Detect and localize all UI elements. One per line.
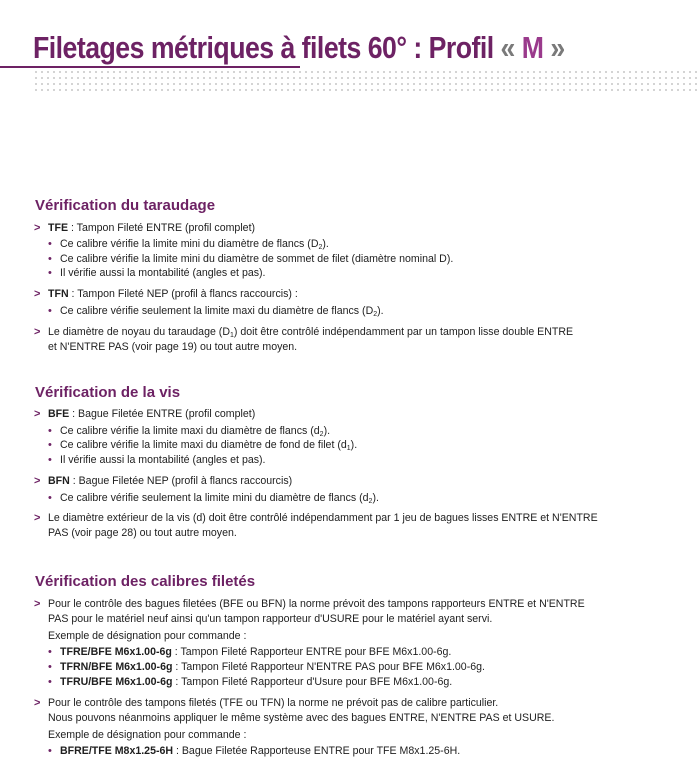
tfn-bullet-1	[60, 304, 384, 322]
ext-line-2: PAS (voir page 28) ou tout autre moyen.	[48, 527, 237, 539]
section-heading-calibres: Vérification des calibres filetés	[35, 573, 256, 590]
text: ).	[377, 305, 384, 317]
subscript: 2	[319, 431, 324, 438]
tfe-bullet-3: Il vérifie aussi la montabilité (angles et pas).	[60, 267, 266, 279]
dot-pattern-band	[33, 69, 697, 95]
title-close-quote: »	[543, 30, 565, 65]
chevron-icon: >	[34, 288, 41, 300]
subscript: 1	[346, 445, 351, 452]
chevron-icon: >	[34, 326, 41, 338]
subscript: 1	[229, 332, 234, 339]
example-label: Exemple de désignation pour commande :	[48, 630, 247, 642]
title-underline	[0, 66, 300, 68]
bullet-icon: •	[48, 661, 52, 673]
text: Le diamètre de noyau du taraudage (D	[48, 326, 230, 338]
subscript: 2	[318, 244, 323, 251]
example-1-desc: : Tampon Fileté Rapporteur ENTRE pour BFE M6x1.00-6g.	[171, 646, 452, 658]
page-header	[0, 0, 700, 80]
tfe-description: : Tampon Fileté ENTRE (profil complet)	[68, 222, 256, 234]
bullet-icon: •	[48, 646, 52, 658]
text: Ce calibre vérifie la limite mini du diamètre de flancs (D	[60, 238, 319, 250]
bfn-description: : Bague Filetée NEP (profil à flancs raccourcis)	[69, 475, 293, 487]
bullet-icon: •	[48, 492, 52, 504]
example-4-desc: : Bague Filetée Rapporteuse ENTRE pour TFE M8x1.25-6H.	[173, 745, 461, 757]
calibres-p2-line-2: Nous pouvons néanmoins appliquer le même système avec des bagues ENTRE, N'ENTRE PAS et USURE.	[48, 712, 555, 724]
bullet-icon: •	[48, 676, 52, 688]
tfn-line	[48, 287, 298, 301]
section-heading-vis: Vérification de la vis	[35, 384, 181, 401]
ext-line-1: Le diamètre extérieur de la vis (d) doit être contrôlé indépendamment par 1 jeu de bagues lisses ENTRE et N'ENTRE	[48, 512, 598, 524]
noyau-line-2: et N'ENTRE PAS (voir page 19) ou tout autre moyen.	[48, 341, 298, 353]
bullet-icon: •	[48, 439, 52, 451]
example-1-code: TFRE/BFE M6x1.00-6g	[60, 646, 172, 658]
text: ) doit être contrôlé indépendamment par un tampon lisse double ENTRE	[233, 326, 574, 338]
tfn-description: : Tampon Fileté NEP (profil à flancs raccourcis) :	[68, 288, 298, 300]
example-4	[60, 744, 460, 758]
bfn-line	[48, 474, 292, 488]
text: ).	[323, 425, 331, 437]
text: ).	[350, 439, 358, 451]
text: Ce calibre vérifie la limite maxi du diamètre de fond de filet (d	[60, 439, 347, 451]
chevron-icon: >	[34, 222, 41, 234]
section-heading-taraudage: Vérification du taraudage	[35, 197, 216, 214]
tfe-line	[48, 221, 255, 235]
subscript: 2	[373, 311, 378, 318]
chevron-icon: >	[34, 598, 41, 610]
example-label-2: Exemple de désignation pour commande :	[48, 729, 247, 741]
bullet-icon: •	[48, 238, 52, 250]
tfe-bullet-2: Ce calibre vérifie la limite mini du diamètre de sommet de filet (diamètre nominal D).	[60, 253, 454, 265]
bullet-icon: •	[48, 454, 52, 466]
text: Ce calibre vérifie seulement la limite maxi du diamètre de flancs (D	[60, 305, 374, 317]
text: Ce calibre vérifie la limite maxi du diamètre de flancs (d	[60, 425, 320, 437]
calibres-p1-line-2: PAS pour le matériel neuf ainsi qu'un tampon rapporteur d'USURE pour le matériel ayant servi.	[48, 613, 493, 625]
bfn-bullet-1	[60, 491, 379, 509]
subscript: 2	[368, 498, 373, 505]
example-3-desc: : Tampon Fileté Rapporteur d'Usure pour BFE M6x1.00-6g.	[172, 676, 453, 688]
example-1	[60, 645, 451, 659]
tfn-code: TFN	[48, 288, 69, 300]
example-2-code: TFRN/BFE M6x1.00-6g	[60, 661, 173, 673]
text: Ce calibre vérifie seulement la limite mini du diamètre de flancs (d	[60, 492, 369, 504]
bfe-bullet-3: Il vérifie aussi la montabilité (angles et pas).	[60, 454, 266, 466]
bullet-icon: •	[48, 253, 52, 265]
title-open-quote: «	[500, 30, 522, 65]
bullet-icon: •	[48, 425, 52, 437]
example-2-desc: : Tampon Fileté Rapporteur N'ENTRE PAS pour BFE M6x1.00-6g.	[172, 661, 485, 673]
example-3-code: TFRU/BFE M6x1.00-6g	[60, 676, 173, 688]
bfn-code: BFN	[48, 475, 70, 487]
example-2	[60, 660, 485, 674]
calibres-p1-line-1: Pour le contrôle des bagues filetées (BFE ou BFN) la norme prévoit des tampons rapporteurs ENTRE et N'ENTRE	[48, 598, 585, 610]
page-title	[33, 30, 565, 66]
bullet-icon: •	[48, 267, 52, 279]
chevron-icon: >	[34, 512, 41, 524]
bfe-code: BFE	[48, 408, 70, 420]
title-profile-letter: M	[521, 30, 544, 65]
bfe-description: : Bague Filetée ENTRE (profil complet)	[69, 408, 256, 420]
bfe-line	[48, 407, 255, 421]
example-3	[60, 675, 452, 689]
example-4-code: BFRE/TFE M8x1.25-6H	[60, 745, 174, 757]
title-main: Filetages métriques à filets 60° : Profil	[33, 30, 501, 65]
chevron-icon: >	[34, 408, 41, 420]
bullet-icon: •	[48, 745, 52, 757]
chevron-icon: >	[34, 697, 41, 709]
calibres-p2-line-1: Pour le contrôle des tampons filetés (TFE ou TFN) la norme ne prévoit pas de calibre particulier.	[48, 697, 499, 709]
tfe-code: TFE	[48, 222, 69, 234]
text: ).	[322, 238, 329, 250]
text: ).	[372, 492, 379, 504]
chevron-icon: >	[34, 475, 41, 487]
bullet-icon: •	[48, 305, 52, 317]
